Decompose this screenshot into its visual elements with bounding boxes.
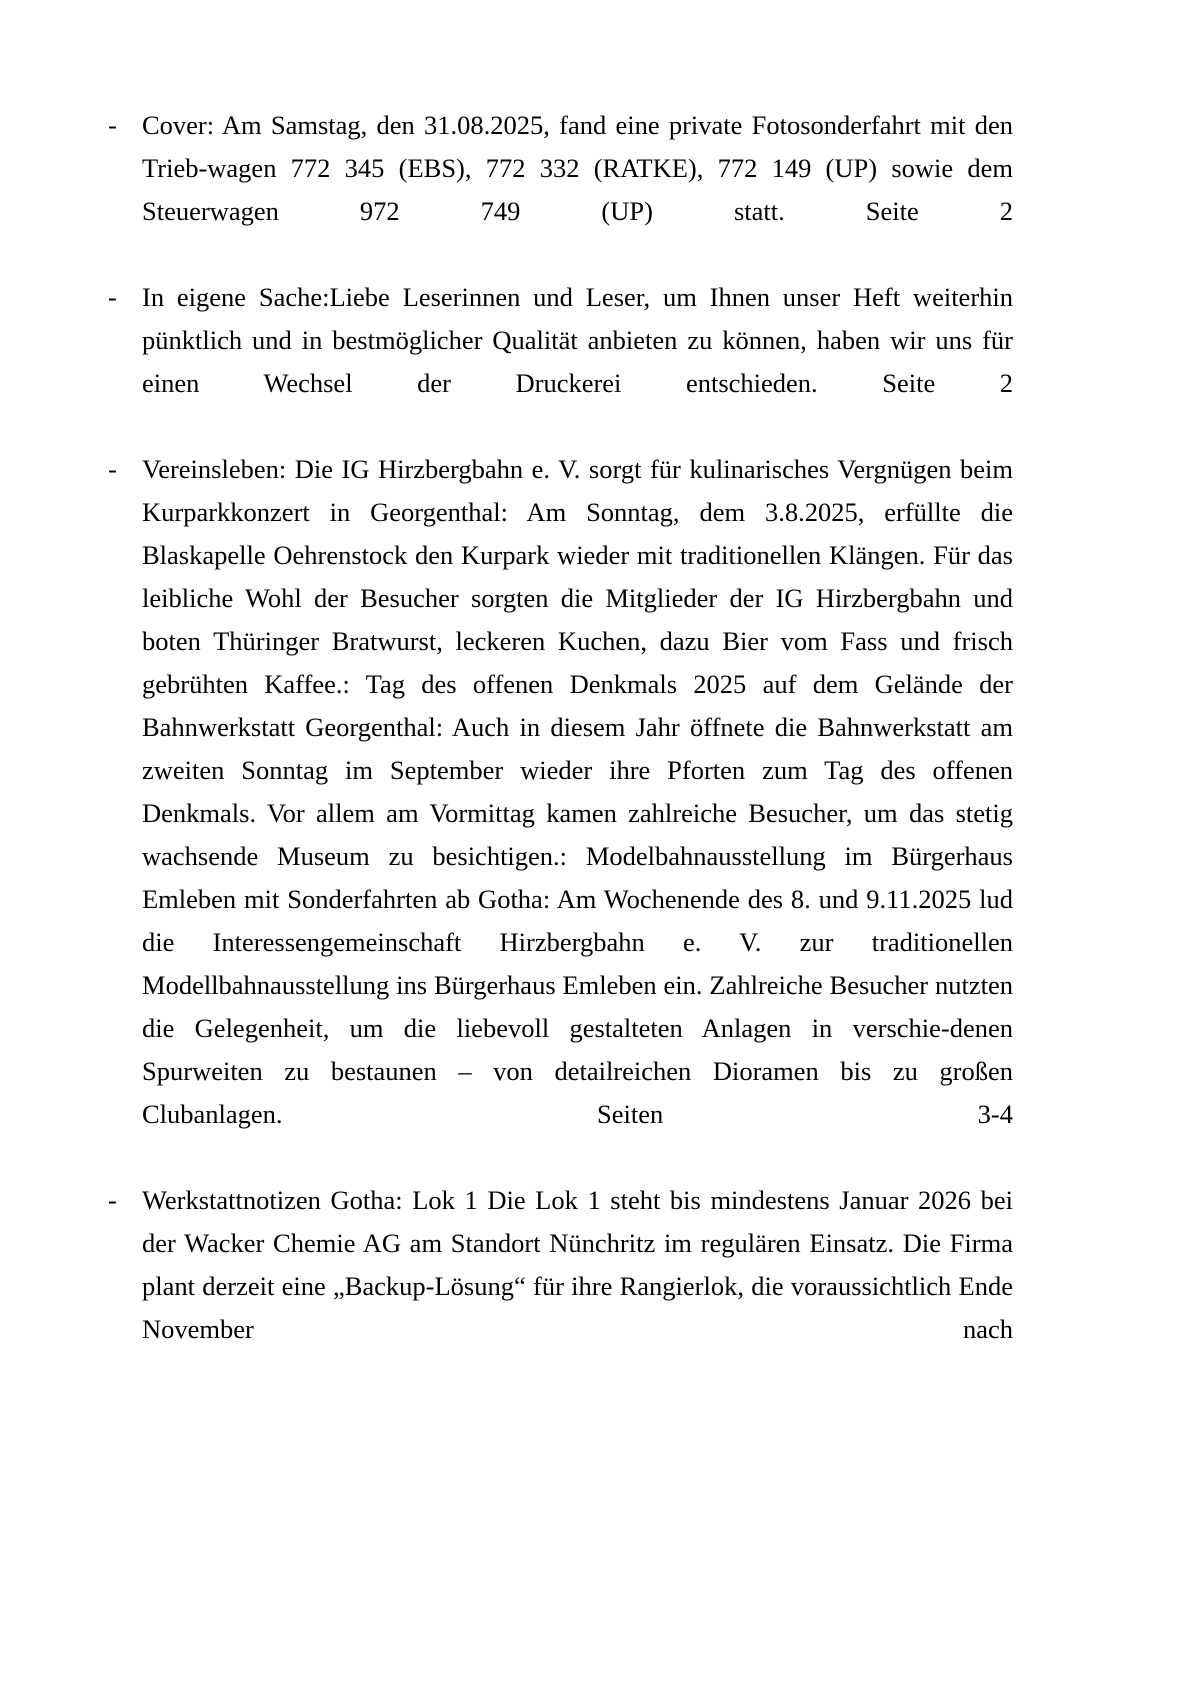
hyphen-bullet-icon: -: [108, 110, 117, 140]
list-item: [108, 448, 1013, 1179]
summary-bullet-list: [108, 104, 1013, 1394]
list-item: [108, 276, 1013, 448]
list-item: [108, 104, 1013, 276]
list-item-text: Vereinsleben: Die IG Hirzbergbahn e. V. sorgt für kulinarisches Vergnügen beim Kurparkkonzert in Georgenthal: Am Sonntag, dem 3.8.2025, erfüllte die Blaskapelle Oehrenstock den Kurpark wieder mit traditionellen Klängen. Für das leibliche Wohl der Besucher sorgten die Mitglieder der IG Hirzbergbahn und boten Thüringer Bratwurst, leckeren Kuchen, dazu Bier vom Fass und frisch gebrühten Kaffee.: Tag des offenen Denkmals 2025 auf dem Gelände der Bahnwerkstatt Georgenthal: Auch in diesem Jahr öffnete die Bahnwerkstatt am zweiten Sonntag im September wieder ihre Pforten zum Tag des offenen Denkmals. Vor allem am Vormittag kamen zahlreiche Besucher, um das stetig wachsende Museum zu besichtigen.: Modelbahnausstellung im Bürgerhaus Emleben mit Sonderfahrten ab Gotha: Am Wochenende des 8. und 9.11.2025 lud die Interessengemeinschaft Hirzbergbahn e. V. zur traditionellen Modellbahnausstellung ins Bürgerhaus Emleben ein. Zahlreiche Besucher nutzten die Gelegenheit, um die liebevoll gestalteten Anlagen in verschie-denen Spurweiten zu bestaunen – von detailreichen Dioramen bis zu großen Clubanlagen. Seiten 3-4: [142, 454, 1013, 1129]
list-item-text: Werkstattnotizen Gotha: Lok 1 Die Lok 1 steht bis mindestens Januar 2026 bei der Wacker Chemie AG am Standort Nünchritz im regulären Einsatz. Die Firma plant derzeit eine „Backup-Lösung“ für ihre Rangierlok, die voraussichtlich Ende November nach: [142, 1185, 1013, 1344]
list-item: [108, 1179, 1013, 1394]
hyphen-bullet-icon: -: [108, 454, 117, 484]
hyphen-bullet-icon: -: [108, 282, 117, 312]
page-content: [108, 104, 1013, 1394]
hyphen-bullet-icon: -: [108, 1185, 117, 1215]
list-item-text: In eigene Sache:Liebe Leserinnen und Leser, um Ihnen unser Heft weiterhin pünktlich und in bestmöglicher Qualität anbieten zu können, haben wir uns für einen Wechsel der Druckerei entschieden. Seite 2: [142, 282, 1013, 398]
list-item-text: Cover: Am Samstag, den 31.08.2025, fand eine private Fotosonderfahrt mit den Trieb-wagen 772 345 (EBS), 772 332 (RATKE), 772 149 (UP) sowie dem Steuerwagen 972 749 (UP) statt. Seite 2: [142, 110, 1013, 226]
